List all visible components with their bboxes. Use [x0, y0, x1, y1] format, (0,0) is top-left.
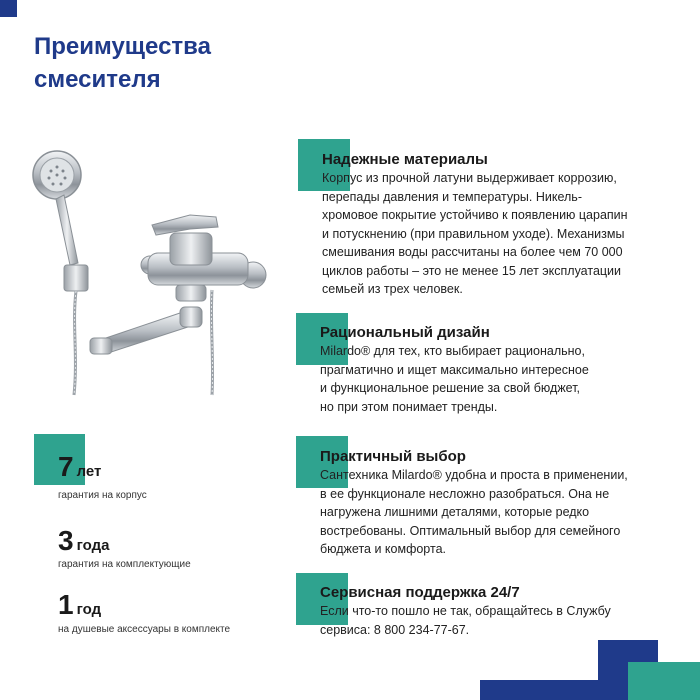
- feature-line: хромовое покрытие устойчиво к появлению царапин: [322, 208, 628, 222]
- stat-description: гарантия на корпус: [58, 490, 147, 501]
- stat-unit: лет: [76, 463, 102, 480]
- feature-design: [320, 323, 680, 416]
- feature-line: Корпус из прочной латуни выдерживает коррозию,: [322, 171, 617, 185]
- stat-number: 1: [58, 589, 74, 620]
- stat-unit: года: [76, 537, 110, 554]
- feature-line: в ее функционале несложно разобраться. Она не: [320, 486, 610, 501]
- stat-warranty-shower: [58, 590, 101, 620]
- corner-decoration: [480, 680, 598, 700]
- feature-line: востребованы. Оптимальный выбор для семейного: [320, 523, 621, 538]
- feature-line: перепады давления и температуры. Никель-: [322, 189, 582, 204]
- feature-line: и потускнению (при правильном уходе). Механизмы: [322, 226, 625, 241]
- feature-line: и функциональное решение за свой бюджет,: [320, 381, 581, 395]
- corner-decoration: [628, 662, 700, 700]
- feature-line: Если что-то пошло не так, обращайтесь в Службу: [320, 604, 611, 618]
- faucet-image: [20, 145, 280, 400]
- feature-line: Milardo® для тех, кто выбирает рационально,: [320, 344, 585, 358]
- stat-description: гарантия на комплектующие: [58, 559, 191, 570]
- title-line-2: смесителя: [34, 66, 161, 93]
- feature-line: циклов работы – это не менее 15 лет эксплуатации: [322, 263, 622, 278]
- feature-heading: Надежные материалы: [322, 151, 488, 168]
- feature-line: Сантехника Milardo® удобна и проста в применении,: [320, 468, 628, 482]
- stat-number: 7: [58, 451, 74, 482]
- feature-line: семьей из трех человек.: [322, 282, 463, 296]
- faucet-with-shower-icon: [20, 145, 280, 400]
- feature-line: нагружена лишними деталями, которые редко: [320, 505, 590, 519]
- page-title: [34, 30, 334, 96]
- feature-line: смешивания воды рассчитаны на более чем 70 000: [322, 245, 623, 259]
- feature-heading: Сервисная поддержка 24/7: [320, 584, 520, 601]
- stat-unit: год: [76, 601, 102, 618]
- feature-line: сервиса: 8 800 234-77-67.: [320, 622, 470, 637]
- corner-decoration: [0, 0, 17, 17]
- feature-line: бюджета и комфорта.: [320, 542, 446, 556]
- feature-support: [320, 583, 680, 639]
- stat-warranty-parts: [58, 526, 109, 556]
- feature-line: но при этом понимает тренды.: [320, 399, 498, 414]
- feature-materials: [322, 150, 682, 299]
- feature-line: прагматично и ищет максимально интересное: [320, 362, 589, 377]
- feature-practical: [320, 447, 680, 559]
- title-line-1: Преимущества: [34, 33, 211, 60]
- feature-heading: Рациональный дизайн: [320, 324, 490, 341]
- stat-description: на душевые аксессуары в комплекте: [58, 624, 231, 635]
- stat-warranty-body: [58, 452, 101, 482]
- feature-heading: Практичный выбор: [320, 448, 466, 465]
- stat-number: 3: [58, 525, 74, 556]
